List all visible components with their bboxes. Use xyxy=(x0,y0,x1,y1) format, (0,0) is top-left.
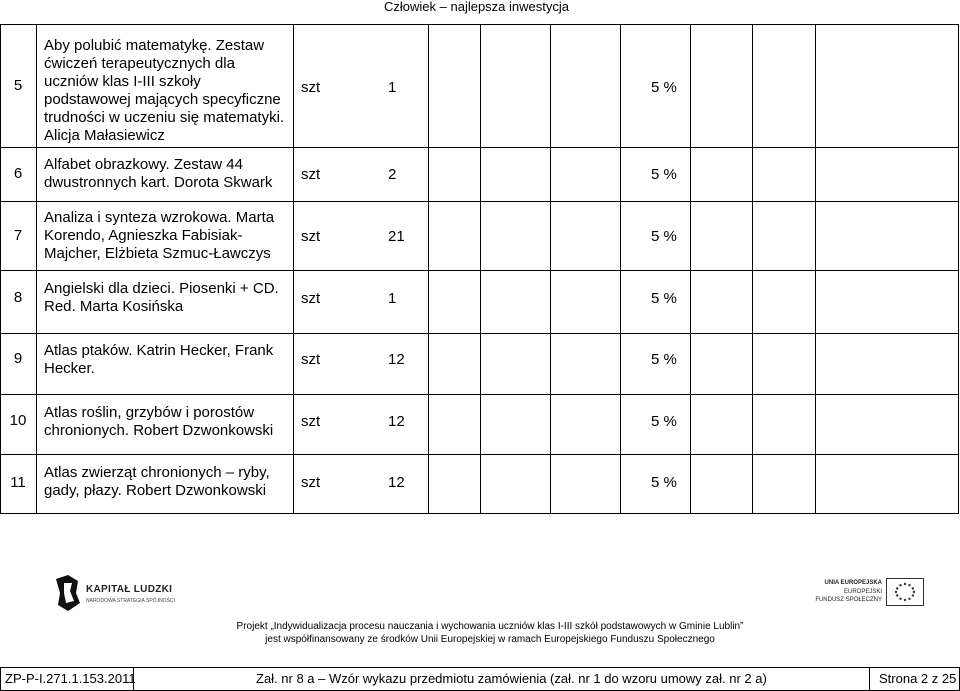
quantity-cell: 21 xyxy=(388,228,405,245)
quantity-cell: 12 xyxy=(388,474,405,491)
kapital-ludzki-subtitle: NARODOWA STRATEGIA SPÓJNOŚCI xyxy=(86,598,175,604)
row-number: 8 xyxy=(13,289,23,306)
column-divider xyxy=(690,24,691,513)
desc-line: Hecker. xyxy=(44,360,95,377)
desc-line: ćwiczeń terapeutycznych dla xyxy=(44,55,235,72)
desc-line: trudności w uczeniu się matematyki. xyxy=(44,109,285,126)
quantity-cell: 2 xyxy=(388,166,397,183)
reference-number: ZP-P-I.271.1.153.2011 xyxy=(5,671,136,686)
quantity-cell: 12 xyxy=(388,413,405,430)
vat-cell: 5 % xyxy=(651,474,677,491)
quantity-cell: 1 xyxy=(388,79,397,96)
kapital-ludzki-name: KAPITAŁ LUDZKI xyxy=(86,584,173,595)
desc-line: Majcher, Elżbieta Szmuc-Ławczys xyxy=(44,245,271,262)
desc-line: chronionych. Robert Dzwonkowski xyxy=(44,422,274,439)
desc-line: Red. Marta Kosińska xyxy=(44,298,184,315)
vat-cell: 5 % xyxy=(651,413,677,430)
desc-line: Alicja Małasiewicz xyxy=(44,127,165,144)
desc-line: gady, płazy. Robert Dzwonkowski xyxy=(44,482,267,499)
item-description xyxy=(44,464,299,500)
row-number: 6 xyxy=(13,165,23,182)
desc-line: Atlas ptaków. Katrin Hecker, Frank xyxy=(44,342,274,359)
column-divider xyxy=(428,24,429,513)
column-divider xyxy=(0,24,1,513)
item-description xyxy=(44,156,299,192)
row-number: 10 xyxy=(9,412,27,429)
column-divider xyxy=(958,24,959,513)
page-number: Strona 2 z 25 xyxy=(879,671,957,686)
desc-line: Alfabet obrazkowy. Zestaw 44 xyxy=(44,156,243,173)
unit-cell: szt xyxy=(301,474,321,491)
unit-cell: szt xyxy=(301,290,321,307)
header-title: Człowiek – najlepsza inwestycja xyxy=(384,0,569,14)
unit-cell: szt xyxy=(301,228,321,245)
desc-line: Aby polubić matematykę. Zestaw xyxy=(44,37,265,54)
column-divider xyxy=(36,24,37,513)
vat-cell: 5 % xyxy=(651,79,677,96)
vat-cell: 5 % xyxy=(651,290,677,307)
vat-cell: 5 % xyxy=(651,166,677,183)
desc-line: Atlas zwierząt chronionych – ryby, xyxy=(44,464,270,481)
kapital-ludzki-logo-icon xyxy=(52,573,82,613)
unit-cell: szt xyxy=(301,166,321,183)
item-description xyxy=(44,404,299,440)
unit-cell: szt xyxy=(301,79,321,96)
vat-cell: 5 % xyxy=(651,228,677,245)
ue-fund-line1: EUROPEJSKI xyxy=(843,589,882,595)
quantity-cell: 1 xyxy=(388,290,397,307)
column-divider xyxy=(752,24,753,513)
page-footer xyxy=(0,667,960,691)
row-number: 11 xyxy=(10,474,26,491)
project-funding-text: jest współfinansowany ze środków Unii Europejskiej w ramach Europejskiego Funduszu Społecznego xyxy=(265,634,715,645)
ue-fund-line2: FUNDUSZ SPOŁECZNY xyxy=(815,597,882,603)
row-number: 5 xyxy=(13,77,23,94)
ue-name: UNIA EUROPEJSKA xyxy=(824,580,882,586)
item-description xyxy=(44,342,299,378)
item-description xyxy=(44,37,299,145)
item-description xyxy=(44,209,299,263)
desc-line: Korendo, Agnieszka Fabisiak- xyxy=(44,227,243,244)
item-description xyxy=(44,280,299,316)
desc-line: podstawowej mających specyficzne xyxy=(44,91,281,108)
column-divider xyxy=(480,24,481,513)
footer-divider xyxy=(869,668,870,690)
eu-flag-icon xyxy=(886,578,924,606)
project-title-text: Projekt „Indywidualizacja procesu nauczania i wychowania uczniów klas I-III szkół podstawowych w Gminie Lublin” xyxy=(236,621,744,632)
column-divider xyxy=(620,24,621,513)
quantity-cell: 12 xyxy=(388,351,405,368)
project-funding xyxy=(0,634,960,645)
attachment-title: Zał. nr 8 a – Wzór wykazu przedmiotu zamówienia (zał. nr 1 do wzoru umowy zał. nr 2 a) xyxy=(256,671,767,686)
desc-line: dwustronnych kart. Dorota Skwark xyxy=(44,174,273,191)
project-title xyxy=(0,621,960,632)
desc-line: Angielski dla dzieci. Piosenki + CD. xyxy=(44,280,279,297)
desc-line: Atlas roślin, grzybów i porostów xyxy=(44,404,255,421)
desc-line: uczniów klas I-III szkoły xyxy=(44,73,201,90)
unit-cell: szt xyxy=(301,351,321,368)
footer-divider xyxy=(133,668,134,690)
row-number: 9 xyxy=(13,350,23,367)
row-number: 7 xyxy=(13,227,23,244)
column-divider xyxy=(550,24,551,513)
column-divider xyxy=(815,24,816,513)
unit-cell: szt xyxy=(301,413,321,430)
vat-cell: 5 % xyxy=(651,351,677,368)
desc-line: Analiza i synteza wzrokowa. Marta xyxy=(44,209,275,226)
